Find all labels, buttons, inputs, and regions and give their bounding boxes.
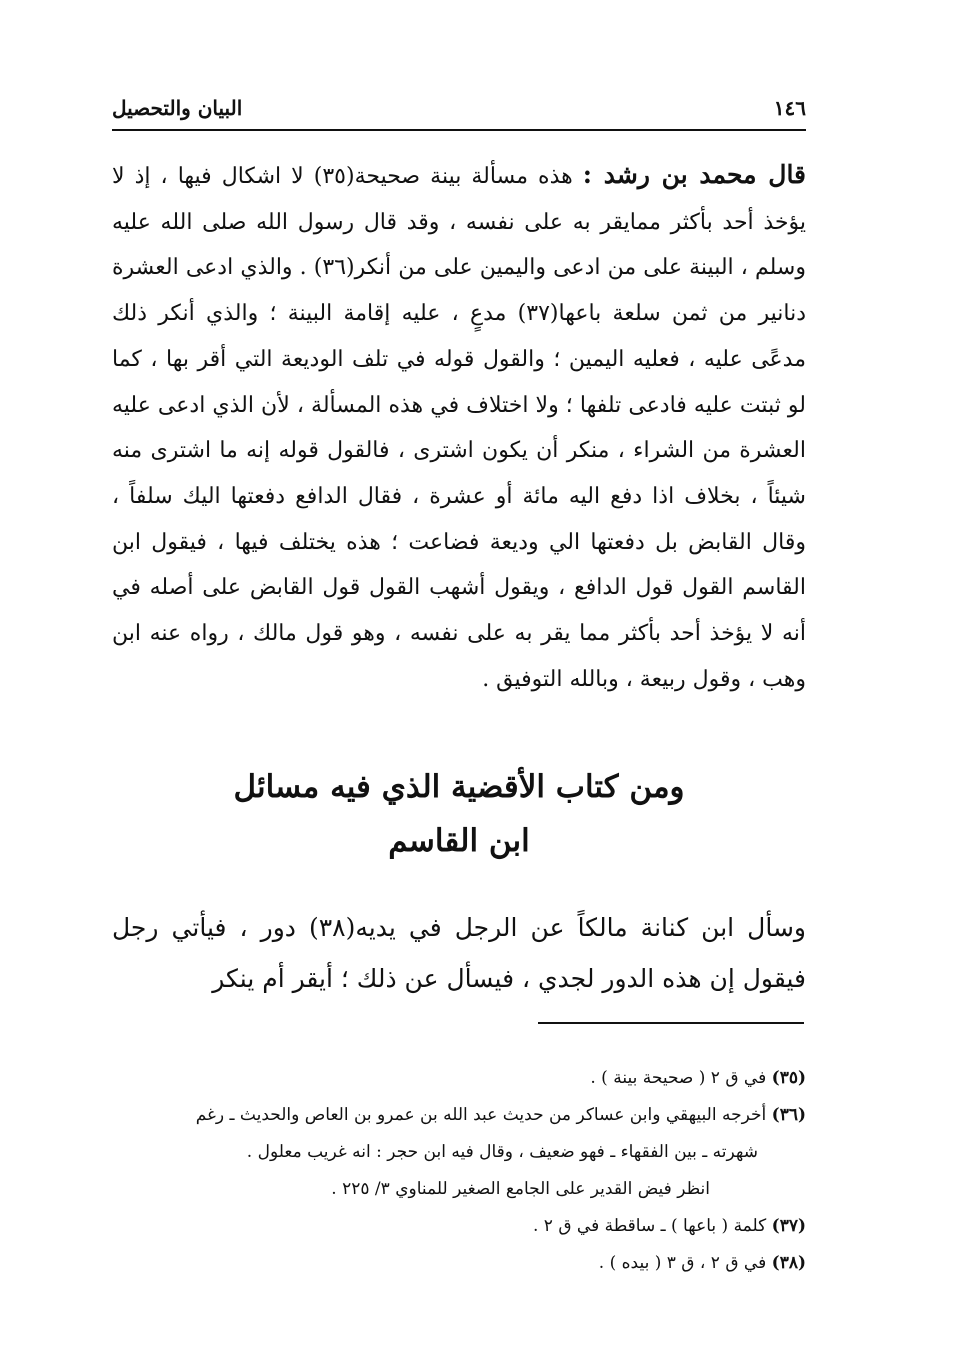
footnote-36-continuation bbox=[112, 1134, 758, 1171]
footnote-rule bbox=[538, 1022, 804, 1024]
section-heading-line1: ومن كتاب الأقضية الذي فيه مسائل bbox=[233, 769, 685, 805]
page-header bbox=[112, 90, 806, 126]
footnotes bbox=[112, 1060, 806, 1282]
commentary-paragraph bbox=[112, 152, 806, 702]
footnote-36 bbox=[112, 1097, 806, 1134]
question-text: وسأل ابن كنانة مالكاً عن الرجل في يديه(٣٨) دور ، فيأتي رجل فيقول إن هذه الدور لجدي ، فيسأل عن ذلك ؛ أيقر أم ينكر bbox=[112, 913, 806, 993]
footnote-36-reference bbox=[112, 1171, 710, 1208]
footnote-text: كلمة ( باعها ) ـ ساقطة في ق ٢ . bbox=[532, 1216, 767, 1236]
footnote-number: (٣٧) bbox=[771, 1216, 806, 1236]
footnote-35 bbox=[112, 1060, 806, 1097]
page-number: ١٤٦ bbox=[773, 96, 806, 120]
commentary-text: هذه مسألة بينة صحيحة(٣٥) لا اشكال فيها ، إذ لا يؤخذ أحد بأكثر ممايقر به على نفسه ، وقد قال رسول الله صلى الله عليه وسلم ، البينة على من ادعى واليمين على من أنكر(٣٦) . والذي ادعى العشرة دنانير من ثمن سلعة باعها(٣٧) مدعٍ ، عليه إقامة البينة ؛ والذي أنكر ذلك مدعًى عليه ، فعليه اليمين ؛ والقول قوله في تلف الوديعة التي أقر بها ، كما لو ثبتت عليه فادعى تلفها ؛ ولا اختلاف في هذه المسألة ، لأن الذي ادعى عليه العشرة من الشراء ، منكر أن يكون اشترى ، فالقول قوله إنه ما اشترى منه شيئاً ، بخلاف اذا دفع اليه مائة أو عشرة ، فقال الدافع دفعتها اليك سلفاً ، وقال القابض بل دفعتها الي وديعة فضاعت ؛ هذه يختلف فيها ، فيقول ابن القاسم القول قول الدافع ، ويقول أشهب القول قول القابض على أصله في أنه لا يؤخذ أحد بأكثر مما يقر به على نفسه ، وهو قول مالك ، رواه عنه ابن وهب ، وقول ربيعة ، وبالله التوفيق . bbox=[112, 164, 806, 692]
footnote-37 bbox=[112, 1208, 806, 1245]
running-title: البيان والتحصيل bbox=[112, 96, 243, 120]
footnote-text: انظر فيض القدير على الجامع الصغير للمناوي ٣/ ٢٢٥ . bbox=[331, 1179, 710, 1199]
section-heading-line2: ابن القاسم bbox=[388, 823, 530, 859]
footnote-text: في ق ٢ ( صحيحة بينة ) . bbox=[590, 1068, 767, 1088]
section-heading bbox=[112, 760, 806, 868]
footnote-number: (٣٥) bbox=[771, 1068, 806, 1088]
footnote-number: (٣٦) bbox=[771, 1105, 806, 1125]
footnote-text: أخرجه البيهقي وابن عساكر من حديث عبد الله بن عمرو بن العاص والحديث ـ رغم bbox=[195, 1105, 767, 1125]
question-paragraph bbox=[112, 902, 806, 1004]
footnote-38 bbox=[112, 1245, 806, 1282]
header-rule bbox=[112, 129, 806, 131]
footnote-number: (٣٨) bbox=[771, 1253, 806, 1273]
footnote-text: شهرته ـ بين الفقهاء ـ فهو ضعيف ، وقال فيه ابن حجر : انه غريب معلول . bbox=[246, 1142, 758, 1162]
footnote-text: في ق ٢ ، ق ٣ ( بيده ) . bbox=[598, 1253, 767, 1273]
commentary-lead: قال محمد بن رشد : bbox=[582, 160, 807, 189]
